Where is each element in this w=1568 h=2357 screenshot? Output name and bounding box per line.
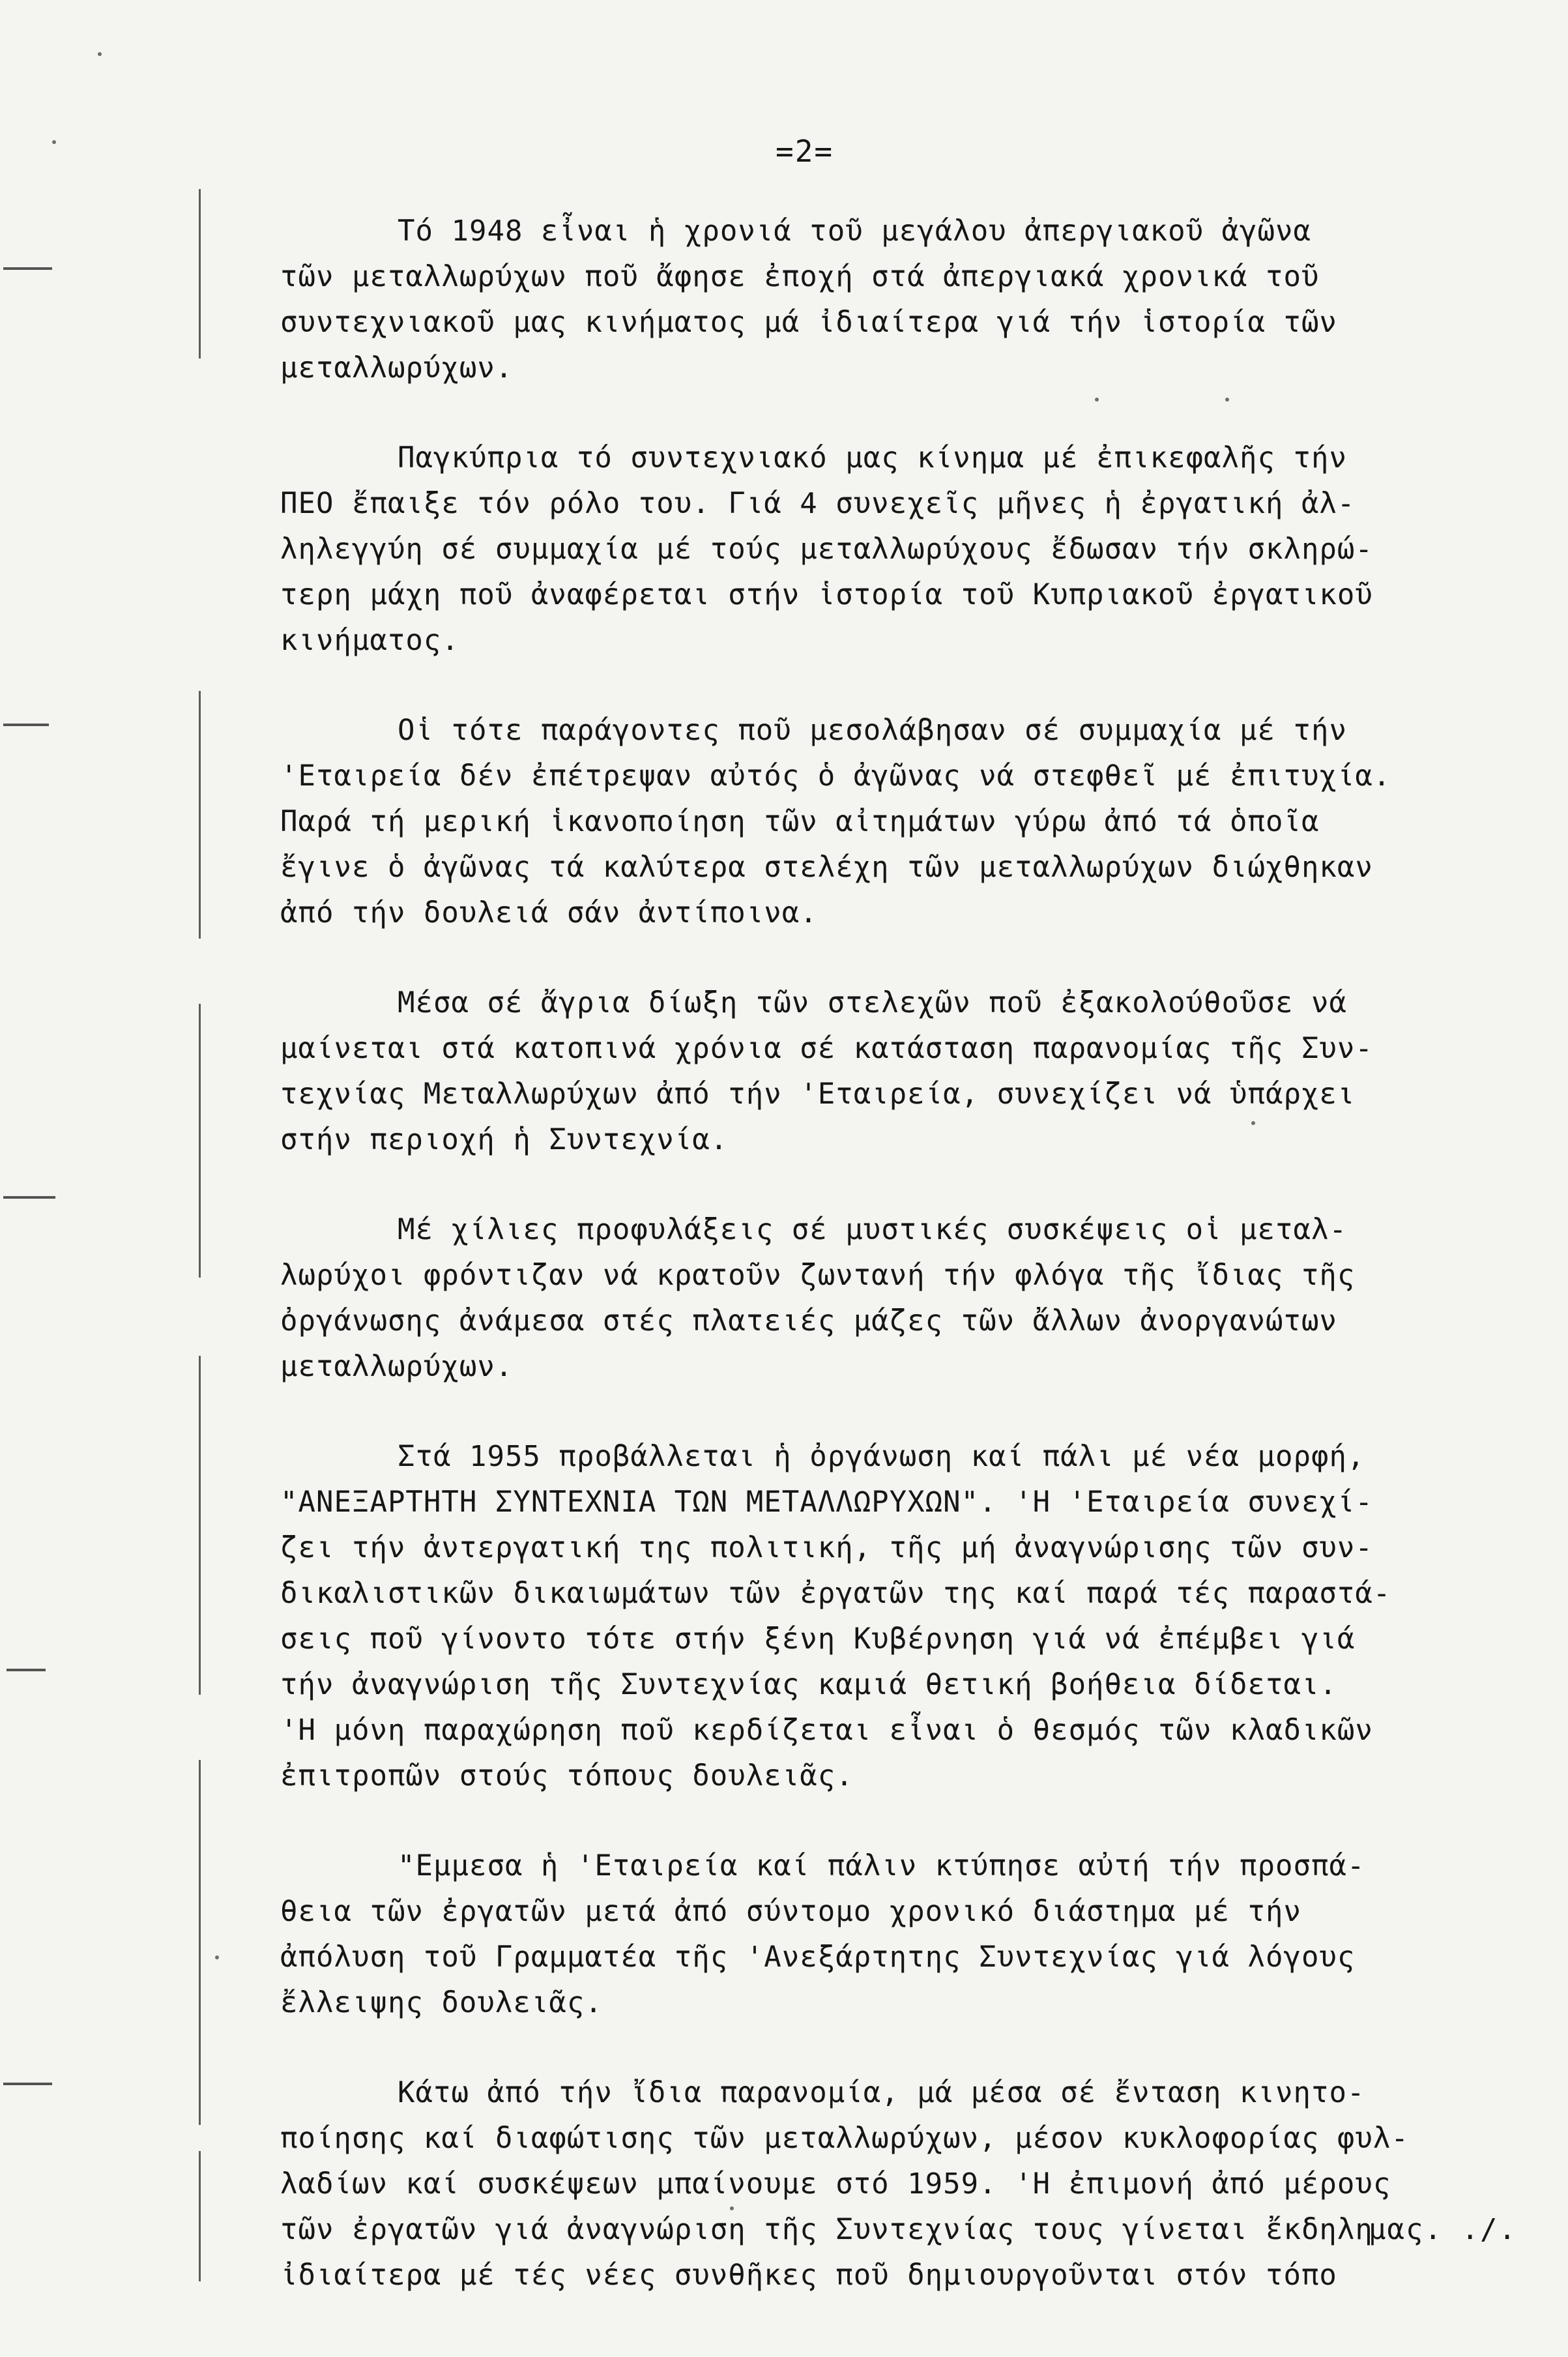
text-line: τῶν μεταλλωρύχων ποῦ ἄφησε ἐποχή στά ἀπεργιακά χρονικά τοῦ: [280, 260, 1320, 293]
margin-scan-line: [199, 1004, 201, 1278]
margin-tick-mark: [7, 1669, 46, 1671]
paragraph-1: [280, 209, 1518, 391]
text-line: ἔγινε ὁ ἀγῶνας τά καλύτερα στελέχη τῶν μεταλλωρύχων διώχθηκαν: [280, 851, 1373, 884]
text-line: λωρύχοι φρόντιζαν νά κρατοῦν ζωντανή τήν φλόγα τῆς ἴδιας τῆς: [280, 1259, 1356, 1292]
text-line: "ΑΝΕΞΑΡΤΗΤΗ ΣΥΝΤΕΧΝΙΑ ΤΩΝ ΜΕΤΑΛΛΩΡΥΧΩΝ". 'Η 'Εταιρεία συνεχί-: [280, 1486, 1373, 1519]
text-line: 'Εταιρεία δέν ἐπέτρεψαν αὐτός ὁ ἀγῶνας νά στεφθεῖ μέ ἐπιτυχία.: [280, 759, 1391, 793]
paragraph-4: [280, 980, 1518, 1163]
text-line: Οἱ τότε παράγοντες ποῦ μεσολάβησαν σέ συμμαχία μέ τήν: [398, 714, 1347, 747]
text-line: λαδίων καί συσκέψεων μπαίνουμε στό 1959. 'Η ἐπιμονή ἀπό μέρους: [280, 2167, 1391, 2201]
text-line: Μέ χίλιες προφυλάξεις σέ μυστικές συσκέψεις οἱ μεταλ-: [398, 1213, 1347, 1246]
text-line: Στά 1955 προβάλλεται ἡ ὀργάνωση καί πάλι μέ νέα μορφή,: [398, 1440, 1365, 1473]
text-line: ζει τήν ἀντεργατική της πολιτική, τῆς μή ἀναγνώρισης τῶν συν-: [280, 1531, 1373, 1564]
text-line: ἀπό τήν δουλειά σάν ἀντίποινα.: [280, 896, 818, 930]
page-number: =2=: [776, 134, 834, 169]
text-line: ἐπιτροπῶν στούς τόπους δουλειᾶς.: [280, 1759, 854, 1793]
text-line: δικαλιστικῶν δικαιωμάτων τῶν ἐργατῶν της καί παρά τές παραστά-: [280, 1577, 1391, 1610]
text-line: σεις ποῦ γίνοντο τότε στήν ξένη Κυβέρνηση γιά νά ἐπέμβει γιά: [280, 1622, 1356, 1656]
text-line: ἰδιαίτερα μέ τές νέες συνθῆκες ποῦ δημιουργοῦνται στόν τόπο: [280, 2259, 1337, 2292]
scan-speck: [215, 1955, 219, 1959]
margin-tick-mark: [3, 267, 52, 270]
text-line: "Εμμεσα ἡ 'Εταιρεία καί πάλιν κτύπησε αὐτή τήν προσπά-: [398, 1849, 1365, 1882]
text-line: ὀργάνωσης ἀνάμεσα στές πλατειές μάζες τῶν ἄλλων ἀνοργανώτων: [280, 1304, 1337, 1338]
text-line: μεταλλωρύχων.: [280, 351, 514, 385]
text-line: τήν ἀναγνώριση τῆς Συντεχνίας καμιά θετική βοήθεια δίδεται.: [280, 1668, 1337, 1701]
text-line: τεχνίας Μεταλλωρύχων ἀπό τήν 'Εταιρεία, συνεχίζει νά ὑπάρχει: [280, 1077, 1356, 1111]
margin-scan-line: [199, 2151, 201, 2281]
text-line: θεια τῶν ἐργατῶν μετά ἀπό σύντομο χρονικό διάστημα μέ τήν: [280, 1895, 1301, 1928]
margin-tick-mark: [3, 1196, 55, 1199]
paragraph-7: [280, 1843, 1518, 2026]
paragraph-2: [280, 435, 1518, 664]
text-line: μεταλλωρύχων.: [280, 1350, 514, 1383]
text-line: μαίνεται στά κατοπινά χρόνια σέ κατάσταση παρανομίας τῆς Συν-: [280, 1032, 1373, 1065]
text-line: συντεχνιακοῦ μας κινήματος μά ἰδιαίτερα γιά τήν ἱστορία τῶν: [280, 306, 1337, 339]
margin-scan-line: [199, 1760, 201, 2125]
paragraph-6: [280, 1434, 1518, 1799]
text-line: ἔλλειψης δουλειᾶς.: [280, 1986, 603, 2019]
margin-scan-line: [199, 189, 201, 359]
text-line: Τό 1948 εἶναι ἡ χρονιά τοῦ μεγάλου ἀπεργιακοῦ ἀγῶνα: [398, 214, 1312, 248]
margin-tick-mark: [3, 2083, 52, 2085]
text-line: ληλεγγύη σέ συμμαχία μέ τούς μεταλλωρύχους ἔδωσαν τήν σκληρώ-: [280, 533, 1373, 566]
text-line: Μέσα σέ ἄγρια δίωξη τῶν στελεχῶν ποῦ ἐξακολούθοῦσε νά: [398, 986, 1347, 1019]
scan-speck: [98, 52, 102, 56]
text-line: Παγκύπρια τό συντεχνιακό μας κίνημα μέ ἐπικεφαλῆς τήν: [398, 441, 1347, 475]
body-text: [280, 209, 1518, 2343]
text-line: ΠΕΟ ἔπαιξε τόν ρόλο του. Γιά 4 συνεχεῖς μῆνες ἡ ἐργατική ἀλ-: [280, 487, 1356, 520]
text-line: κινήματος.: [280, 624, 459, 657]
paragraph-3: [280, 708, 1518, 936]
margin-tick-mark: [3, 724, 49, 726]
text-line: τερη μάχη ποῦ ἀναφέρεται στήν ἱστορία τοῦ Κυπριακοῦ ἐργατικοῦ: [280, 578, 1373, 611]
text-line: ἀπόλυση τοῦ Γραμματέα τῆς 'Ανεξάρτητης Συντεχνίας γιά λόγους: [280, 1940, 1356, 1974]
scan-speck: [52, 140, 56, 144]
text-line: 'Η μόνη παραχώρηση ποῦ κερδίζεται εἶναι ὁ θεσμός τῶν κλαδικῶν: [280, 1714, 1373, 1747]
text-line: Παρά τή μερική ἱκανοποίηση τῶν αἰτημάτων γύρω ἀπό τά ὁποῖα: [280, 805, 1320, 838]
text-line: Κάτω ἀπό τήν ἴδια παρανομία, μά μέσα σέ ἔνταση κινητο-: [398, 2076, 1365, 2109]
page-continuation-mark: μας. ./.: [1369, 2213, 1517, 2246]
margin-scan-line: [199, 1356, 201, 1695]
text-line: ποίησης καί διαφώτισης τῶν μεταλλωρύχων, μέσον κυκλοφορίας φυλ-: [280, 2122, 1409, 2155]
paragraph-5: [280, 1207, 1518, 1390]
text-line: στήν περιοχή ἡ Συντεχνία.: [280, 1123, 729, 1156]
paragraph-8: [280, 2070, 1518, 2298]
margin-scan-line: [199, 691, 201, 939]
text-line: τῶν ἐργατῶν γιά ἀναγνώριση τῆς Συντεχνίας τους γίνεται ἔκδηλη: [280, 2213, 1373, 2246]
